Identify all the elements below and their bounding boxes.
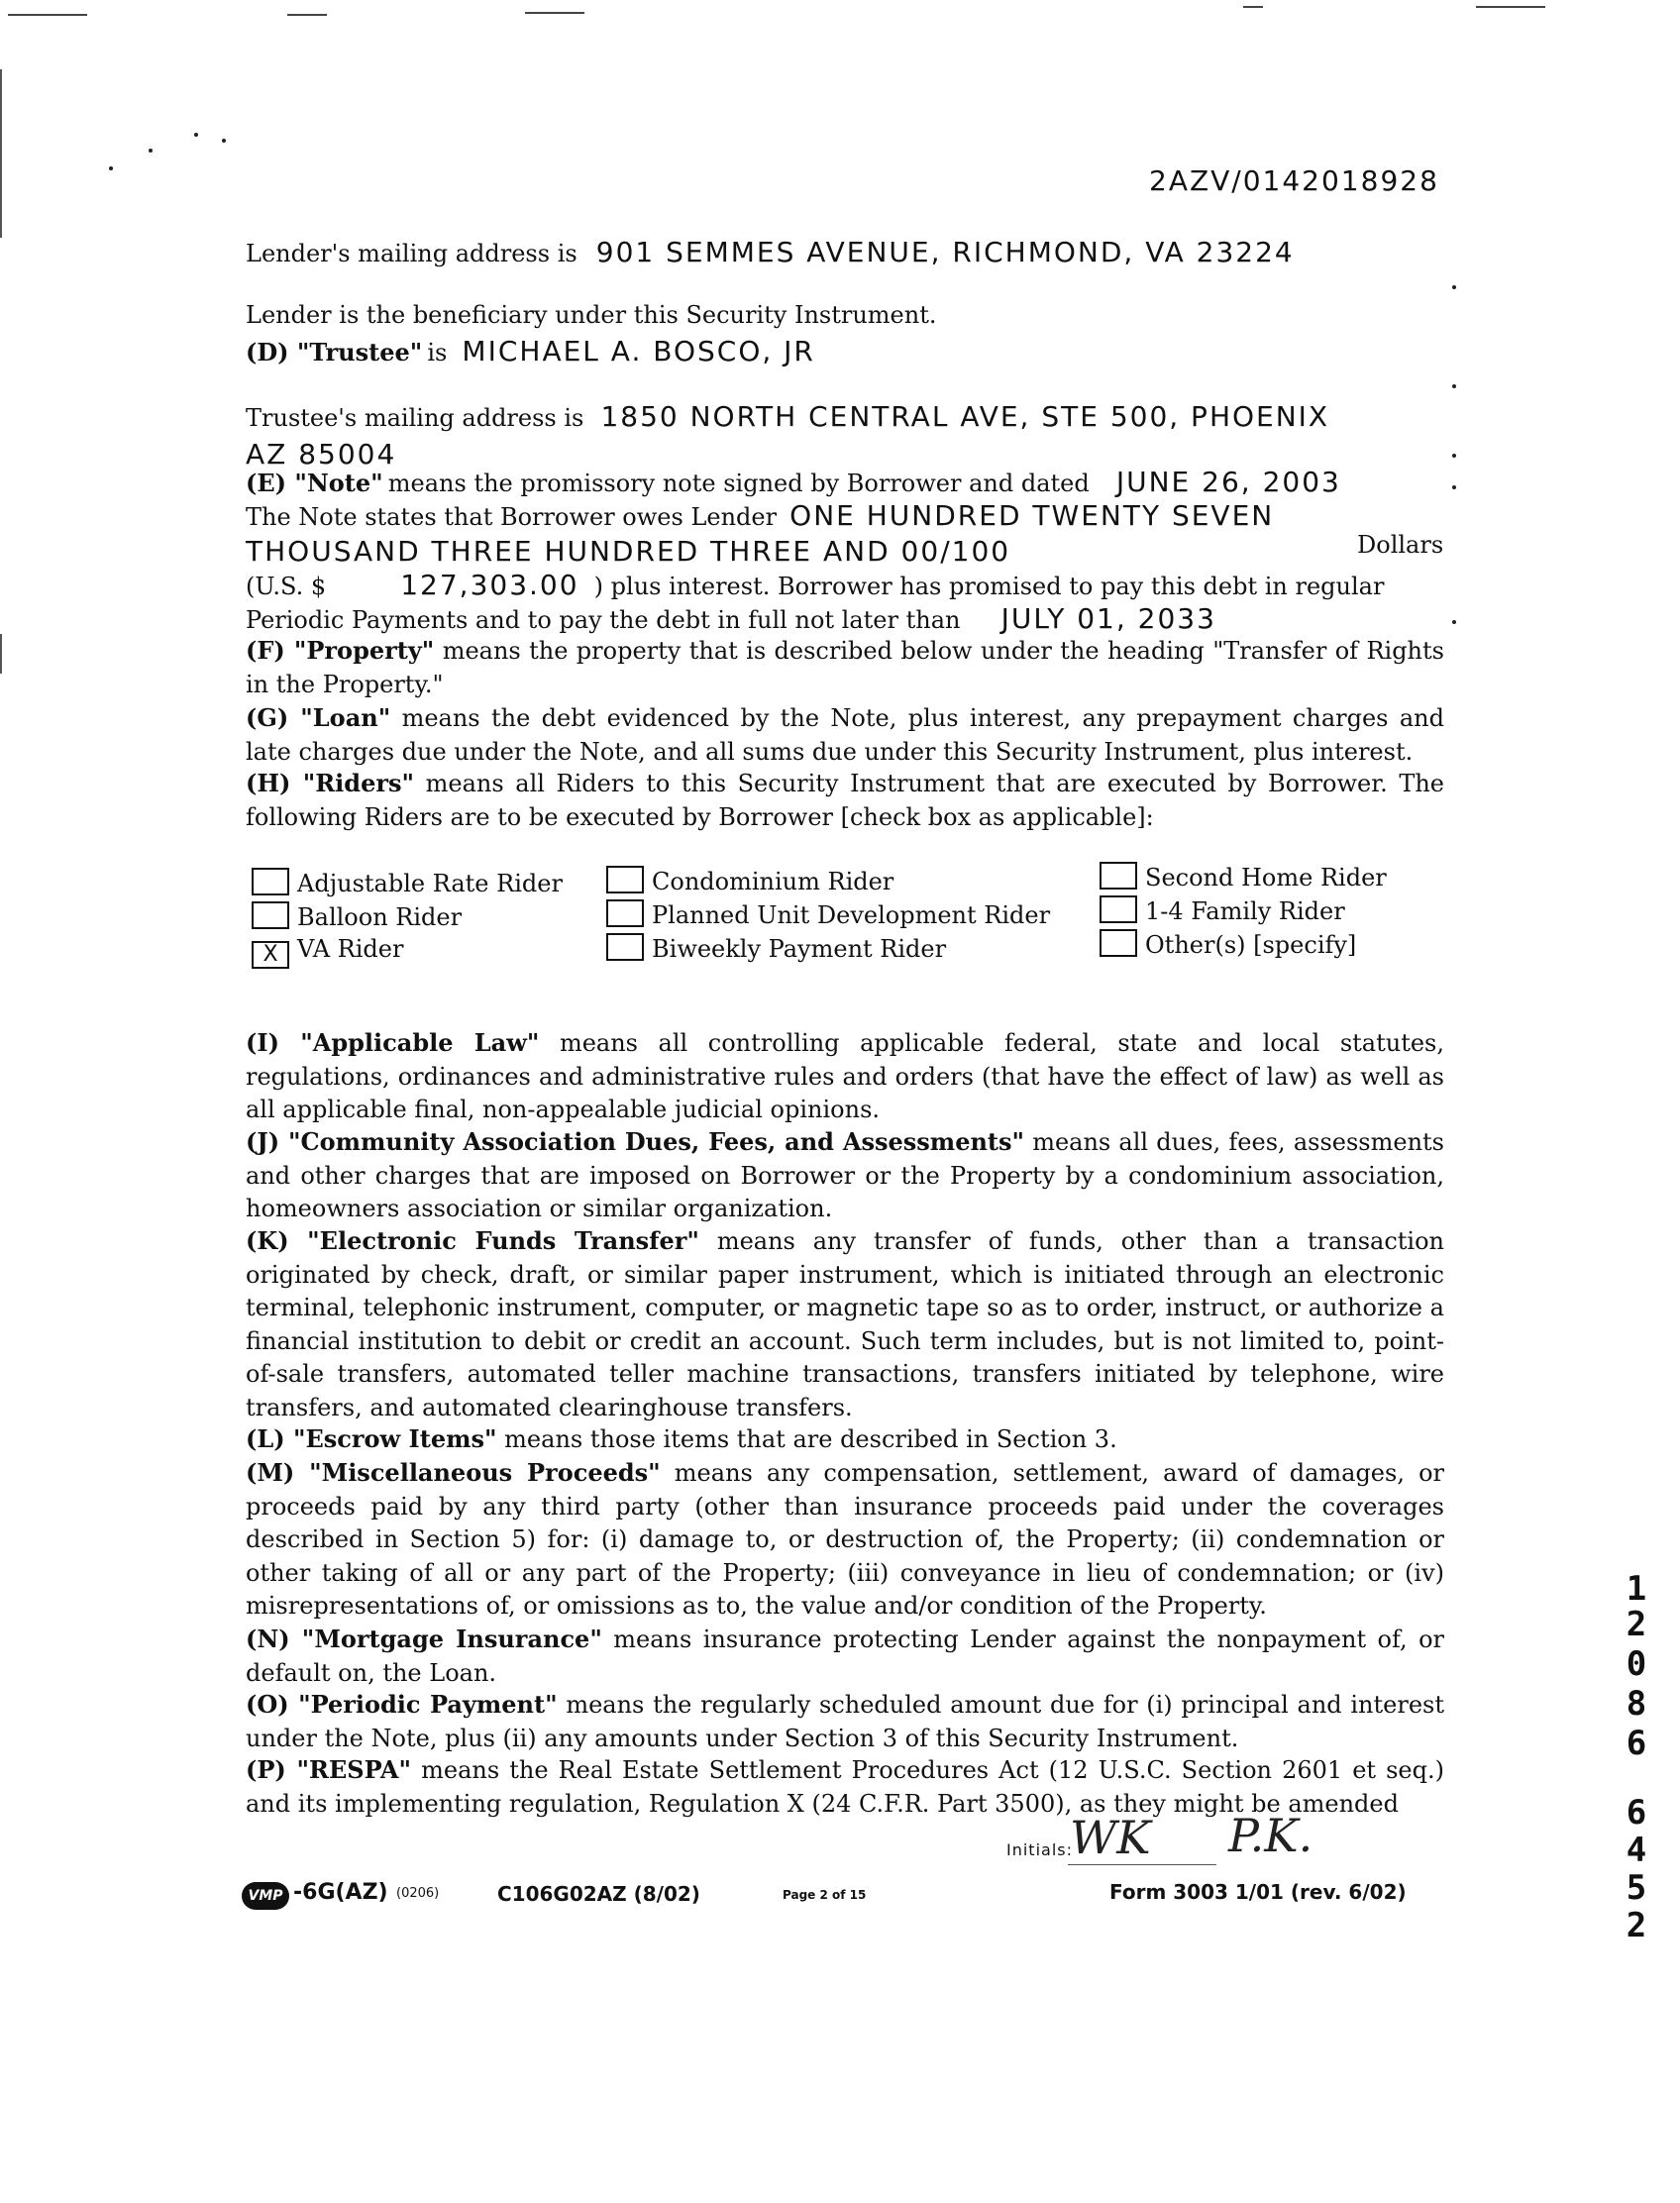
definition-mortgage-insurance <box>246 1623 1444 1690</box>
definition-loan-text: means the debt evidenced by the Note, plus interest, any prepayment charges and late charges due under the Note, and all sums due under this Security Instrument, plus interest. <box>246 704 1444 766</box>
definition-label: (J) "Community Association Dues, Fees, and Assessments" <box>246 1127 1025 1156</box>
scan-artifact-line <box>8 14 87 16</box>
side-digit: 8 <box>1626 1684 1647 1724</box>
scan-speck <box>194 133 198 137</box>
scan-speck <box>149 149 153 153</box>
definition-applicable-law <box>246 1026 1444 1127</box>
definition-text: means the Real Estate Settlement Procedures Act (12 U.S.C. Section 2601 et seq.) and its implementing regulation, Regulation X (24 C.F.R. Part 3500), as they might be amended <box>246 1756 1444 1818</box>
scan-artifact-line <box>1243 6 1263 8</box>
trustee-line <box>246 335 815 367</box>
scan-speck <box>1452 285 1456 289</box>
checkbox-other[interactable] <box>1100 929 1137 957</box>
side-digit: 6 <box>1626 1793 1647 1833</box>
definition-text: means the regularly scheduled amount due for (i) principal and interest under the Note, plus (ii) any amounts under Section 3 of this Security Instrument. <box>246 1691 1445 1752</box>
side-digit: 4 <box>1626 1831 1647 1870</box>
rider-pud <box>606 899 1050 929</box>
side-digit: 2 <box>1626 1605 1647 1644</box>
initials-label: Initials: <box>1006 1840 1073 1859</box>
amount-line <box>246 569 1384 601</box>
trustee-name: MICHAEL A. BOSCO, JR <box>462 335 815 367</box>
amount-words-2: THOUSAND THREE HUNDRED THREE AND 00/100 <box>246 535 1011 568</box>
definition-community-association <box>246 1125 1444 1226</box>
side-digit: 5 <box>1626 1868 1647 1908</box>
rider-condominium <box>606 866 893 895</box>
scan-speck <box>1452 620 1456 624</box>
scan-artifact-edge <box>0 634 2 674</box>
definition-riders-text: means all Riders to this Security Instrument that are executed by Borrower. The following Riders are to be executed by Borrower [check box as applicable]: <box>246 770 1444 831</box>
checkbox-1-4-family[interactable] <box>1100 895 1137 923</box>
trustee-address-label: Trustee's mailing address is <box>246 404 584 432</box>
rider-balloon <box>252 901 462 931</box>
rider-1-4-family <box>1100 895 1345 925</box>
trustee-address-line <box>246 400 1329 433</box>
side-digit: 1 <box>1626 1569 1647 1609</box>
definition-text: means insurance protecting Lender against the nonpayment of, or default on, the Loan. <box>246 1626 1445 1687</box>
footer-form-number: Form 3003 1/01 (rev. 6/02) <box>1109 1880 1407 1904</box>
periodic-text: Periodic Payments and to pay the debt in full not later than <box>246 606 961 634</box>
definition-property-text: means the property that is described below under the heading "Transfer of Rights in the Property." <box>246 637 1444 698</box>
rider-label: Biweekly Payment Rider <box>652 935 947 963</box>
initials-line <box>1068 1864 1216 1865</box>
interest-text: ) plus interest. Borrower has promised to pay this debt in regular <box>593 573 1385 600</box>
lender-beneficiary: Lender is the beneficiary under this Security Instrument. <box>246 301 937 329</box>
definition-escrow-items <box>246 1422 1444 1457</box>
amount-numeric: 127,303.00 <box>400 569 579 601</box>
scan-speck <box>222 139 226 143</box>
scan-speck <box>109 166 113 170</box>
trustee-address-2: AZ 85004 <box>246 438 397 471</box>
rider-second-home <box>1100 862 1387 892</box>
scan-artifact-line <box>287 14 327 16</box>
definition-text: means any compensation, settlement, award of damages, or proceeds paid by any third party (other than insurance proceeds paid under the coverages described in Section 5) for: (i) damage to, or destruction of, the Property; (ii) condemnation or other taking of all or any part of the Property; (iii) conveyance in lieu of condemnation; or (iv) misrepresentations of, or omissions as to, the value and/or condition of the Property. <box>246 1459 1444 1620</box>
definition-label: (M) "Miscellaneous Proceeds" <box>246 1458 661 1487</box>
scan-speck <box>1452 485 1456 489</box>
document-id: 2AZV/0142018928 <box>1149 164 1439 197</box>
scan-artifact-edge <box>0 69 2 238</box>
rider-label: Adjustable Rate Rider <box>297 870 563 897</box>
vmp-logo: VMP <box>242 1882 289 1910</box>
note-date: JUNE 26, 2003 <box>1115 466 1341 498</box>
rider-other <box>1100 929 1356 959</box>
rider-label: Second Home Rider <box>1145 864 1387 892</box>
note-label: (E) "Note" <box>246 469 383 497</box>
maturity-date: JULY 01, 2033 <box>1000 602 1216 635</box>
checkbox-va[interactable]: X <box>252 941 289 969</box>
definition-label: (O) "Periodic Payment" <box>246 1690 558 1719</box>
definition-label: (K) "Electronic Funds Transfer" <box>246 1226 699 1255</box>
definition-riders <box>246 767 1444 834</box>
note-line <box>246 466 1341 498</box>
definition-label: (I) "Applicable Law" <box>246 1028 540 1057</box>
checkbox-biweekly[interactable] <box>606 933 644 961</box>
definition-miscellaneous-proceeds <box>246 1456 1444 1624</box>
owes-text: The Note states that Borrower owes Lender <box>246 503 778 531</box>
footer-form-rev: (0206) <box>396 1886 440 1901</box>
side-digit: 2 <box>1626 1906 1647 1945</box>
footer-doc-code: C106G02AZ (8/02) <box>497 1882 700 1906</box>
definition-text: means those items that are described in Section 3. <box>504 1425 1117 1453</box>
rider-biweekly <box>606 933 946 963</box>
definition-label: (N) "Mortgage Insurance" <box>246 1625 602 1653</box>
scan-speck <box>1452 384 1456 388</box>
definition-electronic-funds-transfer <box>246 1224 1444 1424</box>
side-digit: 0 <box>1626 1644 1647 1684</box>
definition-property-label: (F) "Property" <box>246 636 435 665</box>
checkbox-adjustable-rate[interactable] <box>252 868 289 895</box>
definition-loan <box>246 701 1444 769</box>
periodic-line <box>246 602 1216 635</box>
definition-property <box>246 634 1444 701</box>
rider-label: Balloon Rider <box>297 903 463 931</box>
lender-address-line <box>246 236 1295 268</box>
trustee-address-1: 1850 NORTH CENTRAL AVE, STE 500, PHOENIX <box>600 400 1330 433</box>
scan-speck <box>1452 454 1456 458</box>
owes-line <box>246 499 1274 532</box>
rider-label: Planned Unit Development Rider <box>652 901 1051 929</box>
initials-signature-1: WK <box>1070 1811 1151 1864</box>
rider-label: VA Rider <box>297 935 404 963</box>
rider-va <box>252 935 403 969</box>
scan-artifact-line <box>1476 6 1545 8</box>
us-dollar-label: (U.S. $ <box>246 573 327 600</box>
rider-adjustable-rate <box>252 868 563 897</box>
definition-label: (L) "Escrow Items" <box>246 1424 497 1453</box>
definition-text: means any transfer of funds, other than a transaction originated by check, draft, or similar paper instrument, which is initiated through an electronic terminal, telephonic instrument, computer, or magnetic tape so as to order, instruct, or authorize a financial institution to debit or credit an account. Such term includes, but is not limited to, point-of-sale transfers, automated teller machine transactions, transfers initiated by telephone, wire transfers, and automated clearinghouse transfers. <box>246 1227 1445 1421</box>
definition-text: means all controlling applicable federal, state and local statutes, regulations, ordinances and administrative rules and orders (that have the effect of law) as well as all applicable final, non-appealable judicial opinions. <box>246 1029 1445 1123</box>
note-text: means the promissory note signed by Borrower and dated <box>387 470 1090 497</box>
initials-signature-2: P.K. <box>1228 1809 1313 1862</box>
checkbox-second-home[interactable] <box>1100 862 1137 890</box>
scan-artifact-line <box>525 12 584 14</box>
definition-label: (P) "RESPA" <box>246 1755 412 1784</box>
footer-form-code: -6G(AZ) <box>293 1880 388 1905</box>
definition-periodic-payment <box>246 1688 1444 1755</box>
rider-label: 1-4 Family Rider <box>1145 897 1345 925</box>
checkbox-balloon[interactable] <box>252 901 289 929</box>
lender-address: 901 SEMMES AVENUE, RICHMOND, VA 23224 <box>595 236 1295 268</box>
definition-loan-label: (G) "Loan" <box>246 703 391 732</box>
amount-words-1: ONE HUNDRED TWENTY SEVEN <box>789 499 1275 532</box>
rider-label: Condominium Rider <box>652 868 894 895</box>
footer-page-number: Page 2 of 15 <box>783 1888 867 1902</box>
checkbox-pud[interactable] <box>606 899 644 927</box>
definition-riders-label: (H) "Riders" <box>246 769 414 797</box>
side-digit: 6 <box>1626 1724 1647 1763</box>
trustee-is: is <box>427 339 448 367</box>
dollars-label: Dollars <box>1357 531 1444 559</box>
checkbox-condominium[interactable] <box>606 866 644 893</box>
definition-text: means all dues, fees, assessments and other charges that are imposed on Borrower or the Property by a condominium association, homeowners association or similar organization. <box>246 1128 1444 1222</box>
rider-label: Other(s) [specify] <box>1145 931 1357 959</box>
trustee-label: (D) "Trustee" <box>246 338 423 367</box>
lender-address-label: Lender's mailing address is <box>246 240 578 267</box>
